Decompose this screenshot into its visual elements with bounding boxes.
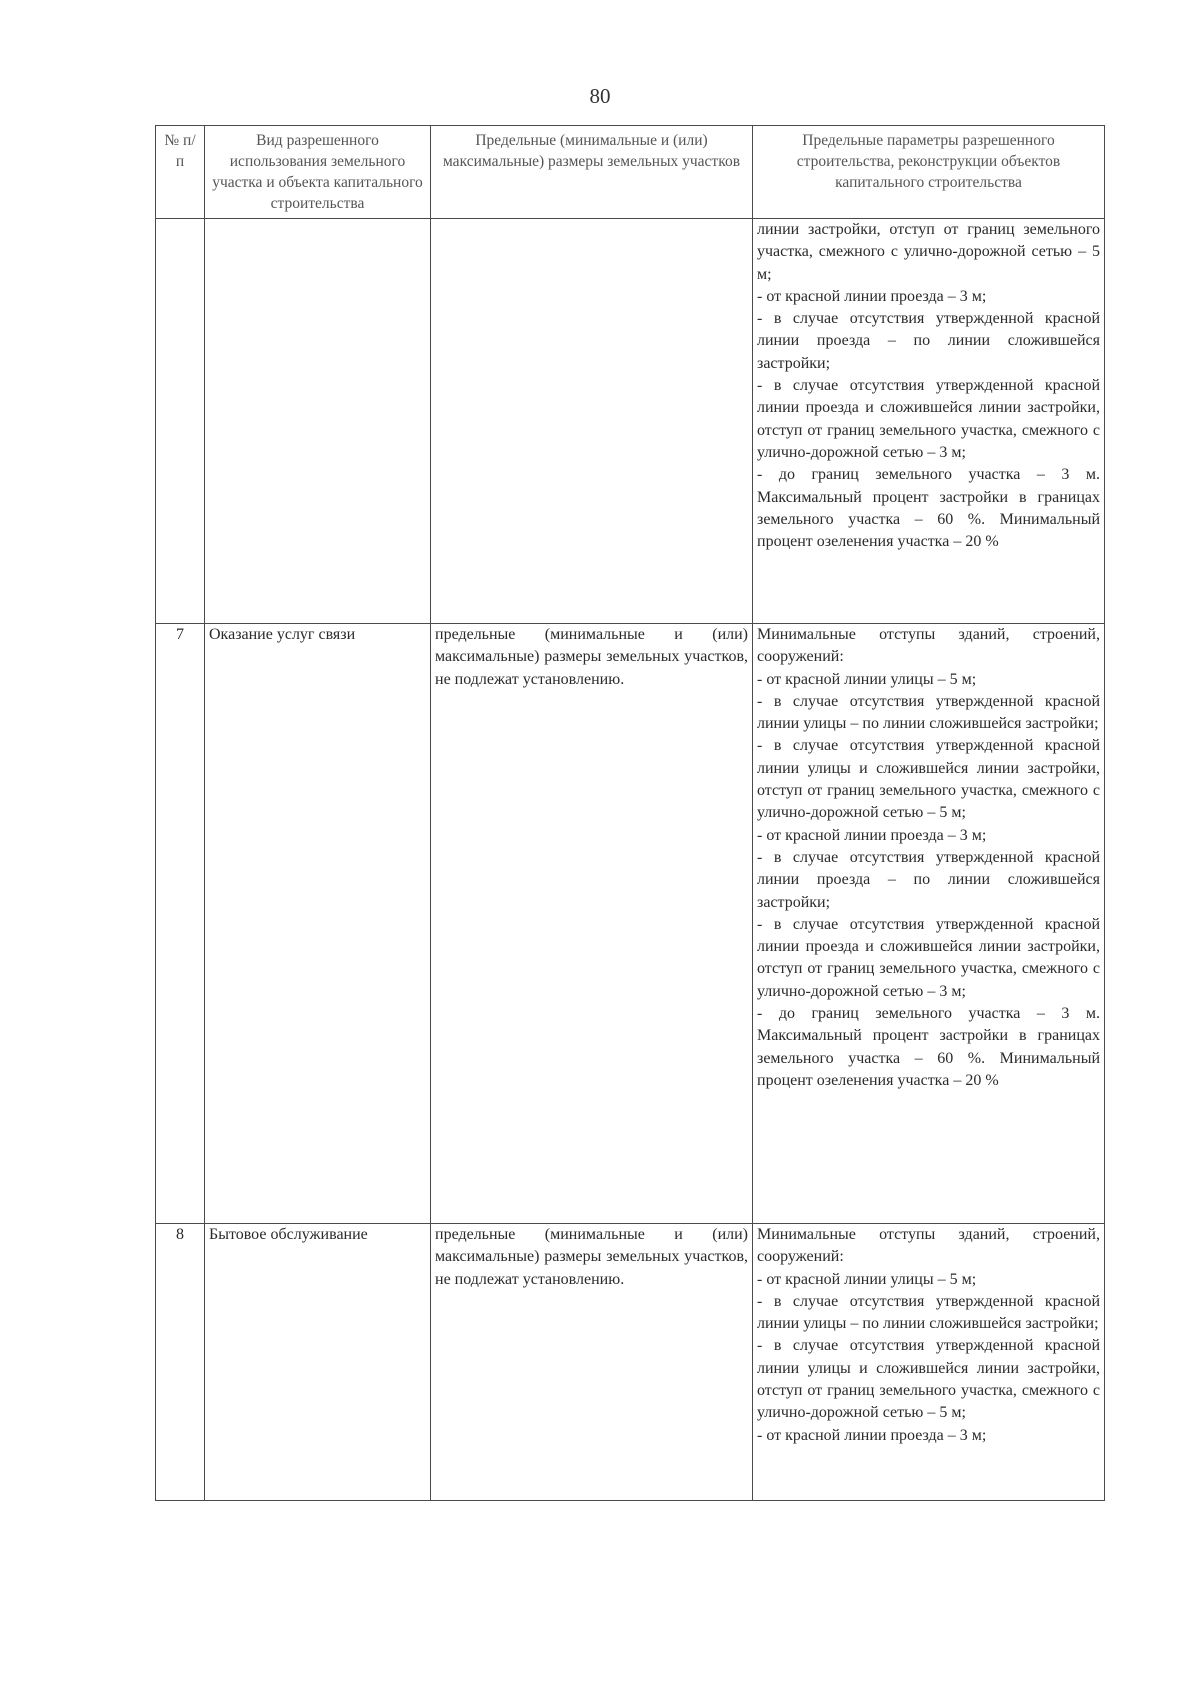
param-line: - в случае отсутствия утвержденной красной линии проезда и сложившейся линии застройки, отступ от границ земельного участка, смежного с улично-дорожной сетью – 3 м; bbox=[757, 377, 1100, 461]
param-line: - в случае отсутствия утвержденной красной линии улицы и сложившейся линии застройки, отступ от границ земельного участка, смежного с улично-дорожной сетью – 5 м; bbox=[757, 737, 1100, 822]
row-construction-params bbox=[753, 1224, 1105, 1501]
table-row bbox=[156, 624, 1105, 1224]
param-line: - в случае отсутствия утвержденной красной линии проезда – по линии сложившейся застройки; bbox=[757, 310, 1100, 372]
table-row bbox=[156, 1224, 1105, 1501]
row-plot-size: предельные (минимальные и (или) максимальные) размеры земельных участков, не подлежат установлению. bbox=[431, 1224, 753, 1501]
header-plot-size: Предельные (минимальные и (или) максимальные) размеры земельных участков bbox=[431, 126, 753, 219]
param-line: - от красной линии проезда – 3 м; bbox=[757, 287, 987, 305]
param-line: - до границ земельного участка – 3 м. Максимальный процент застройки в границах земельного участка – 60 %. Минимальный процент озеленения участка – 20 % bbox=[757, 466, 1100, 551]
row-number: 7 bbox=[156, 624, 205, 1224]
param-line: - в случае отсутствия утвержденной красной линии проезда – по линии сложившейся застройки; bbox=[757, 848, 1100, 911]
row-construction-params bbox=[753, 624, 1105, 1224]
header-number: № п/п bbox=[156, 126, 205, 219]
row-use-type bbox=[205, 219, 431, 624]
page-number: 80 bbox=[589, 84, 611, 108]
param-line: линии застройки, отступ от границ земельного участка, смежного с улично-дорожной сетью – 5 м; bbox=[757, 221, 1100, 283]
row-number bbox=[156, 219, 205, 624]
param-line: - от красной линии улицы – 5 м; bbox=[757, 670, 977, 688]
param-line: - от красной линии улицы – 5 м; bbox=[757, 1270, 977, 1288]
param-line: - в случае отсутствия утвержденной красной линии улицы и сложившейся линии застройки, отступ от границ земельного участка, смежного с улично-дорожной сетью – 5 м; bbox=[757, 1337, 1100, 1422]
header-use-type: Вид разрешенного использования земельного участка и объекта капитального строительства bbox=[205, 126, 431, 219]
row-construction-params bbox=[753, 219, 1105, 624]
row-use-type: Бытовое обслуживание bbox=[205, 1224, 431, 1501]
param-line: - от красной линии проезда – 3 м; bbox=[757, 1426, 987, 1444]
param-line: - в случае отсутствия утвержденной красной линии проезда и сложившейся линии застройки, отступ от границ земельного участка, смежного с улично-дорожной сетью – 3 м; bbox=[757, 915, 1100, 1000]
param-line: - от красной линии проезда – 3 м; bbox=[757, 826, 987, 844]
header-construction-params: Предельные параметры разрешенного строительства, реконструкции объектов капитального строительства bbox=[753, 126, 1105, 219]
param-line: - в случае отсутствия утвержденной красной линии улицы – по линии сложившейся застройки; bbox=[757, 692, 1100, 733]
regulations-table bbox=[155, 125, 1105, 1501]
row-plot-size bbox=[431, 219, 753, 624]
table-row bbox=[156, 219, 1105, 624]
param-line: - до границ земельного участка – 3 м. Максимальный процент застройки в границах земельного участка – 60 %. Минимальный процент озеленения участка – 20 % bbox=[757, 1005, 1100, 1089]
param-line: Минимальные отступы зданий, строений, сооружений: bbox=[757, 626, 1100, 666]
row-number: 8 bbox=[156, 1224, 205, 1501]
table-header-row bbox=[156, 126, 1105, 219]
param-line: Минимальные отступы зданий, строений, сооружений: bbox=[757, 1226, 1100, 1266]
row-plot-size: предельные (минимальные и (или) максимальные) размеры земельных участков, не подлежат установлению. bbox=[431, 624, 753, 1224]
param-line: - в случае отсутствия утвержденной красной линии улицы – по линии сложившейся застройки; bbox=[757, 1292, 1100, 1333]
row-use-type: Оказание услуг связи bbox=[205, 624, 431, 1224]
